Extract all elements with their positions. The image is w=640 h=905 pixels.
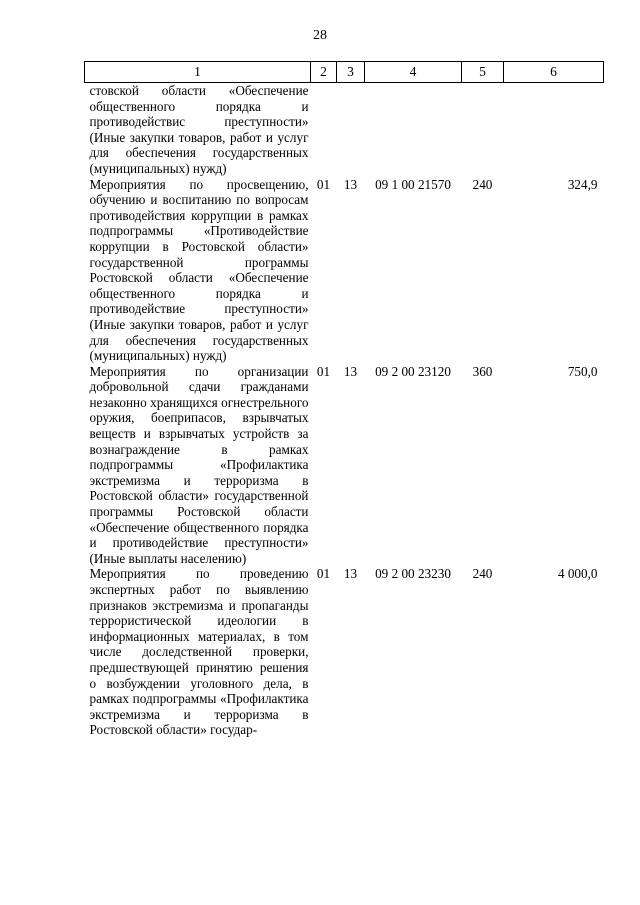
row-target-article: 09 2 00 23120 bbox=[375, 363, 451, 379]
budget-table bbox=[84, 61, 604, 738]
row-target-article bbox=[365, 83, 462, 177]
row-expense-type bbox=[462, 83, 504, 177]
row-amount: 4 000,0 bbox=[557, 566, 598, 582]
row-expense-type: 240 bbox=[472, 566, 493, 582]
row-section-code: 01 bbox=[316, 363, 331, 379]
header-col-3: 3 bbox=[337, 62, 365, 83]
row-section-code: 01 bbox=[316, 176, 331, 192]
page-number: 28 bbox=[313, 28, 327, 43]
header-col-4: 4 bbox=[365, 62, 462, 83]
row-subsection-code: 13 bbox=[343, 566, 358, 582]
row-section-code bbox=[311, 83, 337, 177]
row-expense-type: 360 bbox=[472, 363, 493, 379]
row-subsection-code bbox=[337, 83, 365, 177]
table-row bbox=[85, 83, 604, 177]
header-col-5: 5 bbox=[462, 62, 504, 83]
row-description: Мероприятия по проведению экспертных работ по выявлению признаков экстремизма и пропаганды террористической идеологии в информационных материалах, в том числе доследственной проверки, предшествующей принятию решения о возбуждении уголовного дела, в рамках подпрограммы «Профилактика экстремизма и терроризма в Ростовской области» государ- bbox=[89, 566, 309, 738]
row-subsection-code: 13 bbox=[343, 176, 358, 192]
row-target-article: 09 2 00 23230 bbox=[375, 566, 451, 582]
row-amount bbox=[504, 83, 604, 177]
row-subsection-code: 13 bbox=[343, 363, 358, 379]
table-row bbox=[85, 566, 604, 738]
row-description: Мероприятия по просвещению, обучению и воспитанию по вопросам противодействия коррупции в рамках подпрограммы «Противодействие коррупции в Ростовской области» государственной программы Ростовской области «Обеспечение общественного порядка и противодействие преступности» (Иные закупки товаров, работ и услуг для обеспечения государственных (муниципальных) нужд) bbox=[89, 176, 309, 364]
header-col-6: 6 bbox=[504, 62, 604, 83]
table-row bbox=[85, 364, 604, 567]
row-section-code: 01 bbox=[316, 566, 331, 582]
row-expense-type: 240 bbox=[472, 176, 493, 192]
row-amount: 324,9 bbox=[567, 176, 598, 192]
table-header-row bbox=[85, 62, 604, 83]
header-col-1: 1 bbox=[85, 62, 311, 83]
row-description: Мероприятия по организации добровольной сдачи гражданами незаконно хранящихся огнестрельного оружия, боеприпасов, взрывчатых веществ и взрывчатых устройств за вознаграждение в рамках подпрограммы «Профилактика экстремизма и терроризма в Ростовской области» государственной программы Ростовской области «Обеспечение общественного порядка и противодействие преступности» (Иные выплаты населению) bbox=[89, 363, 309, 566]
row-target-article: 09 1 00 21570 bbox=[375, 176, 451, 192]
row-description: стовской области «Обеспечение общественного порядка и противодействис преступности» (Иные закупки товаров, работ и услуг для обеспечения государственных (муниципальных) нужд) bbox=[89, 83, 309, 176]
header-col-2: 2 bbox=[311, 62, 337, 83]
row-amount: 750,0 bbox=[567, 363, 598, 379]
table-row bbox=[85, 177, 604, 364]
